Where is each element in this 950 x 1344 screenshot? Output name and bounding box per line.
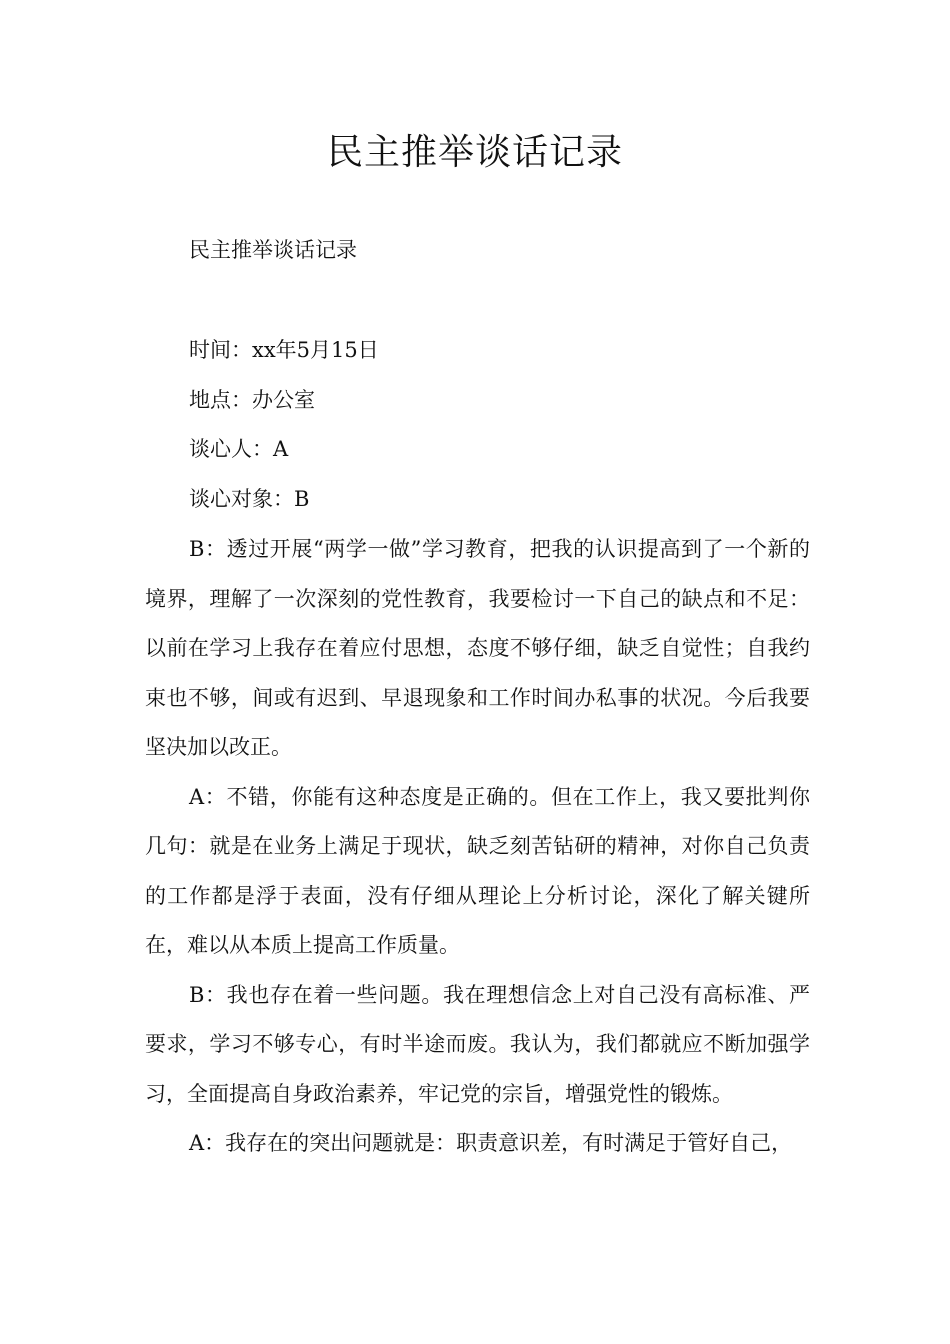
meeting-info xyxy=(145,326,810,524)
meeting-time: 时间：xx年5月15日 xyxy=(189,338,379,362)
meeting-place: 地点：办公室 xyxy=(189,387,315,412)
document-title: 民主推举谈话记录 xyxy=(326,132,623,173)
document-subtitle: 民主推举谈话记录 xyxy=(189,238,357,262)
conversation-paragraph: A：不错，你能有这种态度是正确的。但在工作上，我又要批判你几句：就是在业务上满足于现状，缺乏刻苦钻研的精神，对你自己负责的工作都是浮于表面，没有仔细从理论上分析讨论，深化了解关键所在，难以从本质上提高工作质量。 xyxy=(145,784,810,957)
conversation-record xyxy=(145,525,810,1169)
document-subtitle-block xyxy=(145,226,810,276)
conversation-paragraph: A：我存在的突出问题就是：职责意识差，有时满足于管好自己， xyxy=(189,1131,793,1155)
meeting-interviewee: 谈心对象：B xyxy=(189,486,310,511)
conversation-paragraph: B：我也存在着一些问题。我在理想信念上对自己没有高标准、严要求，学习不够专心，有时半途而废。我认为，我们都就应不断加强学习，全面提高自身政治素养，牢记党的宗旨，增强党性的锻炼。 xyxy=(145,982,810,1106)
meeting-interviewer: 谈心人：A xyxy=(189,437,289,461)
conversation-paragraph: B：透过开展“两学一做”学习教育，把我的认识提高到了一个新的境界，理解了一次深刻的党性教育，我要检讨一下自己的缺点和不足：以前在学习上我存在着应付思想，态度不够仔细，缺乏自觉性；自我约束也不够，间或有迟到、早退现象和工作时间办私事的状况。今后我要坚决加以改正。 xyxy=(145,537,810,759)
